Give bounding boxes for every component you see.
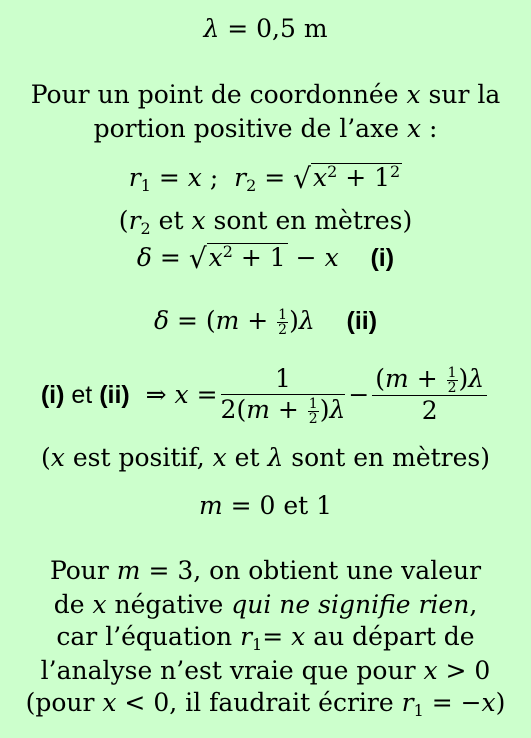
units-note-2: (x est positif, x et λ sont en mètres) <box>41 443 490 472</box>
delta-equation-ii: δ = (m + $\frac{1}{2}$ )λ (ii) <box>153 306 378 338</box>
intro-line-1: Pour un point de coordonnée x sur la <box>30 80 501 109</box>
conclusion-line-3: car l’équation $r_1= x$ au départ de <box>56 622 475 654</box>
m-values: m = 0 et 1 <box>198 491 333 520</box>
solution-equation: (i) et (ii) ⇒ x = 1 2(m + $\frac{1}{2}$ )λ − (m + $\frac{1}{2}$ )λ 2 <box>0 360 531 430</box>
conclusion-line-2: de x négative qui ne signifie rien, <box>53 590 478 619</box>
wavelength-line: λ = 0,5 m <box>203 14 328 43</box>
intro-line-2: portion positive de l’axe x : <box>93 114 438 143</box>
units-note-1: ($r_2$ et x sont en mètres) <box>118 206 413 238</box>
conclusion-line-4: l’analyse n’est vraie que pour x > 0 <box>40 656 491 685</box>
delta-equation-i: $\delta = √x^2 + 1 - x$ (i) <box>136 242 395 275</box>
distance-equations: $r_1 = x$ ; $r_2 = √x^2 + 1^2$ <box>128 162 401 195</box>
conclusion-line-5: (pour x < 0, il faudrait écrire $r_1 = -x$) <box>25 688 506 720</box>
conclusion-line-1: Pour m = 3, on obtient une valeur <box>49 556 482 585</box>
